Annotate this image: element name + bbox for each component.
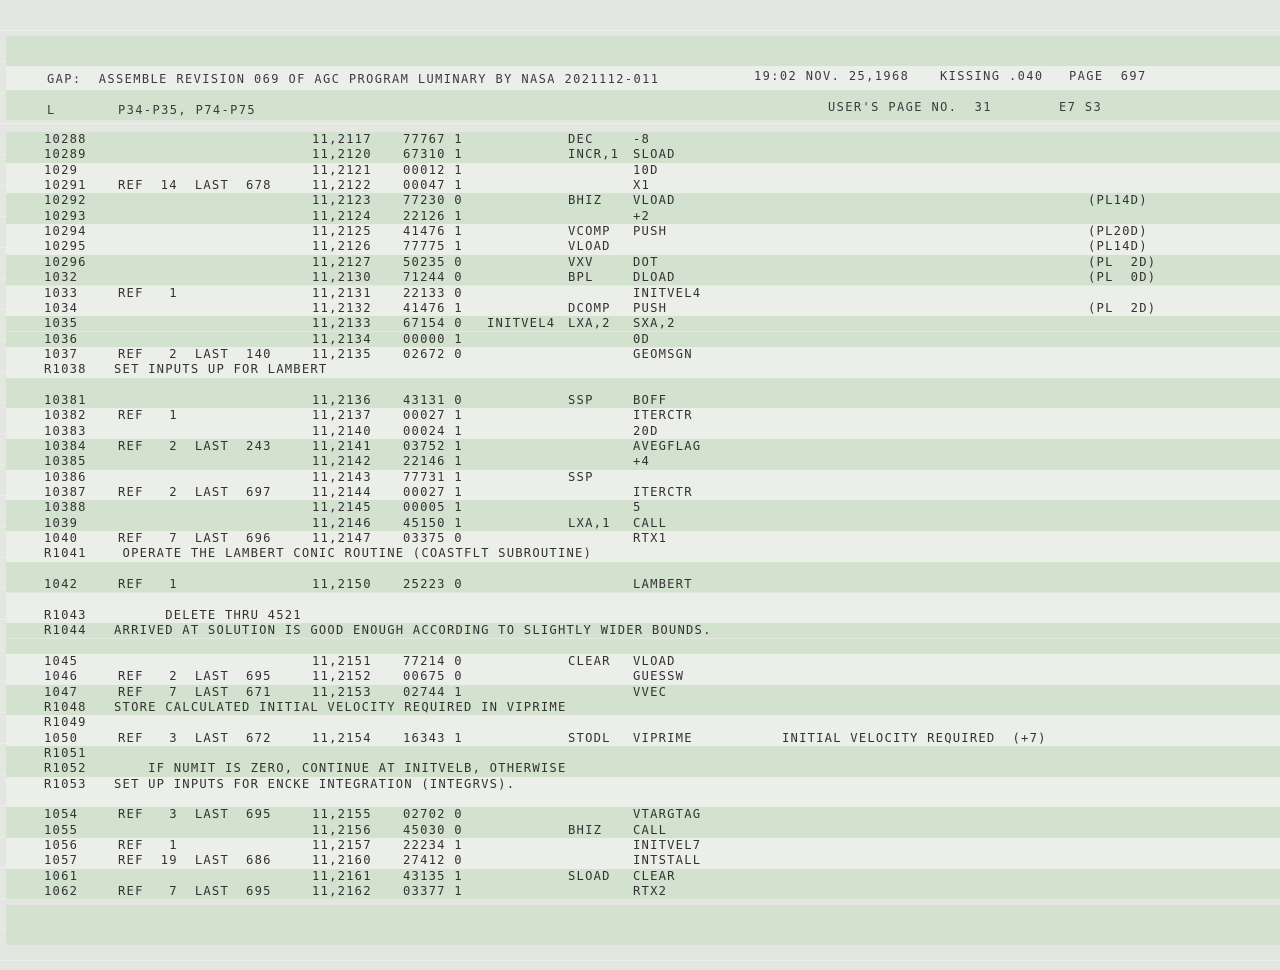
address: 11,2155 [312, 807, 372, 822]
operand: 10D [633, 162, 659, 177]
line-number: 1062 [44, 884, 79, 899]
address: 11,2136 [312, 392, 372, 407]
listing-row [0, 286, 1280, 301]
octal-code: 77731 1 [403, 469, 463, 484]
line-number: 1042 [44, 577, 79, 592]
listing-row [0, 270, 1280, 285]
address: 11,2123 [312, 193, 372, 208]
line-number: 10387 [44, 485, 87, 500]
line-number: 1034 [44, 300, 79, 315]
operand: VTARGTAG [633, 807, 702, 822]
ref-column: REF 7 LAST 696 [118, 531, 272, 546]
line-number: 10384 [44, 439, 87, 453]
address: 11,2151 [312, 653, 372, 668]
ref-column: REF 19 LAST 686 [118, 853, 272, 868]
remark: STORE CALCULATED INITIAL VELOCITY REQUIRED IN VIPRIME [114, 699, 567, 714]
listing-row [0, 393, 1280, 408]
listing-row [0, 792, 1280, 807]
listing-row [0, 224, 1280, 239]
octal-code: 00027 1 [403, 408, 463, 423]
operand: RTX1 [633, 531, 668, 546]
header-band [6, 36, 1280, 66]
operand: VLOAD [633, 193, 676, 208]
operand: RTX2 [633, 884, 668, 899]
remark: ARRIVED AT SOLUTION IS GOOD ENOUGH ACCORDING TO SLIGHTLY WIDER BOUNDS. [114, 623, 712, 638]
line-number: 1045 [44, 653, 79, 668]
comment: (PL20D) [1088, 224, 1148, 239]
opcode: SLOAD [568, 868, 611, 883]
operand: LAMBERT [633, 577, 693, 592]
octal-code: 50235 0 [403, 254, 463, 269]
line-number: 1033 [44, 285, 79, 300]
line-number: 10381 [44, 392, 87, 407]
listing-row [0, 347, 1280, 362]
operand: GEOMSGN [633, 346, 693, 361]
octal-code: 00027 1 [403, 485, 463, 500]
operand: 0D [633, 331, 651, 346]
listing-row [0, 454, 1280, 469]
octal-code: 27412 0 [403, 853, 463, 868]
opcode: BHIZ [568, 822, 603, 837]
listing-row [0, 731, 1280, 746]
line-number: R1041 [44, 546, 87, 561]
line-number: 10386 [44, 469, 87, 484]
line-number: 10289 [44, 147, 87, 162]
line-number: 1047 [44, 684, 79, 699]
page-number: PAGE 697 [1069, 69, 1147, 83]
listing-row [0, 316, 1280, 331]
address: 11,2140 [312, 423, 372, 438]
listing-row [0, 178, 1280, 193]
listing-row [0, 193, 1280, 208]
address: 11,2161 [312, 868, 372, 883]
operand: -8 [633, 132, 651, 146]
octal-code: 00024 1 [403, 423, 463, 438]
address: 11,2126 [312, 239, 372, 254]
line-number: 1039 [44, 515, 79, 530]
listing-row [0, 838, 1280, 853]
octal-code: 45030 0 [403, 822, 463, 837]
operand: VIPRIME [633, 730, 693, 745]
line-number: 10382 [44, 408, 87, 423]
opcode: LXA,2 [568, 316, 611, 331]
address: 11,2143 [312, 469, 372, 484]
operand: AVEGFLAG [633, 439, 702, 453]
listing-row [0, 654, 1280, 669]
listing-row [0, 500, 1280, 515]
operand: X1 [633, 178, 651, 193]
operand: +2 [633, 208, 651, 223]
address: 11,2117 [312, 132, 372, 146]
address: 11,2120 [312, 147, 372, 162]
operand: SLOAD [633, 147, 676, 162]
operand: VVEC [633, 684, 668, 699]
octal-code: 00005 1 [403, 500, 463, 515]
users-page-number: USER'S PAGE NO. 31 [828, 100, 992, 114]
address: 11,2153 [312, 684, 372, 699]
ref-column: REF 7 LAST 695 [118, 884, 272, 899]
line-number: 1046 [44, 669, 79, 684]
octal-code: 41476 1 [403, 224, 463, 239]
address: 11,2134 [312, 331, 372, 346]
listing-row [0, 485, 1280, 500]
opcode: VLOAD [568, 239, 611, 254]
line-number: 10296 [44, 254, 87, 269]
listing-row [0, 516, 1280, 531]
listing-row [0, 132, 1280, 147]
opcode: VCOMP [568, 224, 611, 239]
line-number: R1052 [44, 761, 87, 776]
octal-code: 41476 1 [403, 300, 463, 315]
opcode: SSP [568, 392, 594, 407]
line-number: 1055 [44, 822, 79, 837]
line-number: 10292 [44, 193, 87, 208]
line-number: 1054 [44, 807, 79, 822]
listing-row [0, 669, 1280, 684]
listing-row [0, 623, 1280, 638]
octal-code: 77775 1 [403, 239, 463, 254]
listing-row [0, 255, 1280, 270]
comment: INITIAL VELOCITY REQUIRED (+7) [782, 730, 1047, 745]
line-number: 1032 [44, 270, 79, 285]
listing-row [0, 531, 1280, 546]
address: 11,2125 [312, 224, 372, 239]
line-number: R1053 [44, 776, 87, 791]
listing-row [0, 470, 1280, 485]
comment: (PL 0D) [1088, 270, 1157, 285]
timestamp: 19:02 NOV. 25,1968 [754, 69, 910, 83]
opcode: BPL [568, 270, 594, 285]
ref-column: REF 1 [118, 838, 178, 853]
address: 11,2141 [312, 439, 372, 453]
line-number: 10288 [44, 132, 87, 146]
listing-row [0, 593, 1280, 608]
line-number: 1040 [44, 531, 79, 546]
line-number: 10294 [44, 224, 87, 239]
octal-code: 43131 0 [403, 392, 463, 407]
operand: +4 [633, 454, 651, 469]
operand: DLOAD [633, 270, 676, 285]
address: 11,2147 [312, 531, 372, 546]
line-number: R1043 [44, 607, 87, 622]
listing-row [0, 562, 1280, 577]
operand: PUSH [633, 300, 668, 315]
operand: BOFF [633, 392, 668, 407]
footer-band [6, 905, 1280, 945]
listing-row [0, 700, 1280, 715]
address: 11,2133 [312, 316, 372, 331]
l-marker: L [47, 103, 56, 117]
line-number: 1057 [44, 853, 79, 868]
ref-column: REF 2 LAST 695 [118, 669, 272, 684]
address: 11,2157 [312, 838, 372, 853]
address: 11,2142 [312, 454, 372, 469]
ref-column: REF 1 [118, 577, 178, 592]
octal-code: 22234 1 [403, 838, 463, 853]
line-number: 10385 [44, 454, 87, 469]
comment: (PL14D) [1088, 193, 1148, 208]
octal-code: 67154 0 [403, 316, 463, 331]
ref-column: REF 7 LAST 671 [118, 684, 272, 699]
octal-code: 03752 1 [403, 439, 463, 453]
listing-row [0, 424, 1280, 439]
listing-row [0, 301, 1280, 316]
octal-code: 22133 0 [403, 285, 463, 300]
operand: INITVEL7 [633, 838, 702, 853]
ref-column: REF 3 LAST 695 [118, 807, 272, 822]
ref-column: REF 1 [118, 285, 178, 300]
ref-column: REF 3 LAST 672 [118, 730, 272, 745]
label: INITVEL4 [487, 316, 556, 331]
remark: SET INPUTS UP FOR LAMBERT [114, 362, 328, 377]
listing-row [0, 608, 1280, 623]
e7s3-label: E7 S3 [1059, 100, 1103, 114]
remark: DELETE THRU 4521 [114, 607, 302, 622]
opcode: INCR,1 [568, 147, 620, 162]
operand: ITERCTR [633, 485, 693, 500]
operand: SXA,2 [633, 316, 676, 331]
operand: CLEAR [633, 868, 676, 883]
opcode: BHIZ [568, 193, 603, 208]
address: 11,2135 [312, 346, 372, 361]
octal-code: 00000 1 [403, 331, 463, 346]
opcode: CLEAR [568, 653, 611, 668]
address: 11,2132 [312, 300, 372, 315]
listing-row [0, 853, 1280, 868]
operand: PUSH [633, 224, 668, 239]
octal-code: 25223 0 [403, 577, 463, 592]
operand: 5 [633, 500, 642, 515]
line-number: 1035 [44, 316, 79, 331]
remark: IF NUMIT IS ZERO, CONTINUE AT INITVELB, OTHERWISE [114, 761, 567, 776]
listing-row [0, 715, 1280, 730]
address: 11,2127 [312, 254, 372, 269]
section-title: P34-P35, P74-P75 [118, 103, 256, 117]
octal-code: 77230 0 [403, 193, 463, 208]
listing-row [0, 577, 1280, 592]
listing-row [0, 685, 1280, 700]
ref-column: REF 1 [118, 408, 178, 423]
octal-code: 22146 1 [403, 454, 463, 469]
octal-code: 03375 0 [403, 531, 463, 546]
listing-row [0, 823, 1280, 838]
octal-code: 71244 0 [403, 270, 463, 285]
octal-code: 16343 1 [403, 730, 463, 745]
octal-code: 00675 0 [403, 669, 463, 684]
address: 11,2162 [312, 884, 372, 899]
line-number: 10388 [44, 500, 87, 515]
comment: (PL 2D) [1088, 300, 1157, 315]
opcode: DCOMP [568, 300, 611, 315]
address: 11,2160 [312, 853, 372, 868]
listing-row [0, 332, 1280, 347]
listing-row [0, 239, 1280, 254]
line-number: 1050 [44, 730, 79, 745]
listing-row [0, 884, 1280, 899]
ref-column: REF 14 LAST 678 [118, 178, 272, 193]
listing-row [0, 163, 1280, 178]
address: 11,2156 [312, 822, 372, 837]
address: 11,2130 [312, 270, 372, 285]
line-number: 1036 [44, 331, 79, 346]
octal-code: 43135 1 [403, 868, 463, 883]
octal-code: 67310 1 [403, 147, 463, 162]
assembly-title: GAP: ASSEMBLE REVISION 069 OF AGC PROGRAM LUMINARY BY NASA 2021112-011 [47, 72, 660, 86]
operand: VLOAD [633, 653, 676, 668]
line-number: R1049 [44, 715, 87, 730]
listing-row [0, 746, 1280, 761]
octal-code: 00012 1 [403, 162, 463, 177]
opcode: DEC [568, 132, 594, 146]
listing-row [0, 147, 1280, 162]
operand: CALL [633, 515, 668, 530]
opcode: STODL [568, 730, 611, 745]
line-number: 1056 [44, 838, 79, 853]
operand: 20D [633, 423, 659, 438]
operand: INITVEL4 [633, 285, 702, 300]
address: 11,2121 [312, 162, 372, 177]
line-number: R1044 [44, 623, 87, 638]
remark: OPERATE THE LAMBERT CONIC ROUTINE (COASTFLT SUBROUTINE) [114, 546, 593, 561]
octal-code: 77767 1 [403, 132, 463, 146]
address: 11,2124 [312, 208, 372, 223]
line-number: R1051 [44, 746, 87, 760]
operand: ITERCTR [633, 408, 693, 423]
listing-row [0, 209, 1280, 224]
listing-row [0, 546, 1280, 561]
listing-row [0, 362, 1280, 377]
line-number: 1037 [44, 346, 79, 361]
address: 11,2152 [312, 669, 372, 684]
octal-code: 45150 1 [403, 515, 463, 530]
address: 11,2154 [312, 730, 372, 745]
opcode: VXV [568, 254, 594, 269]
operand: DOT [633, 254, 659, 269]
operand: CALL [633, 822, 668, 837]
octal-code: 00047 1 [403, 178, 463, 193]
address: 11,2146 [312, 515, 372, 530]
listing-row [0, 869, 1280, 884]
address: 11,2137 [312, 408, 372, 423]
address: 11,2150 [312, 577, 372, 592]
line-number: 10295 [44, 239, 87, 254]
ref-column: REF 2 LAST 140 [118, 346, 272, 361]
comment: (PL 2D) [1088, 254, 1157, 269]
listing-row [0, 777, 1280, 792]
opcode: SSP [568, 469, 594, 484]
line-number: 10291 [44, 178, 87, 193]
opcode: LXA,1 [568, 515, 611, 530]
address: 11,2145 [312, 500, 372, 515]
octal-code: 02744 1 [403, 684, 463, 699]
operand: GUESSW [633, 669, 685, 684]
line-number: 1029 [44, 162, 79, 177]
listing-row [0, 439, 1280, 454]
line-number: 1061 [44, 868, 79, 883]
address: 11,2144 [312, 485, 372, 500]
line-number: 10293 [44, 208, 87, 223]
remark: SET UP INPUTS FOR ENCKE INTEGRATION (INTEGRVS). [114, 776, 516, 791]
octal-code: 77214 0 [403, 653, 463, 668]
address: 11,2122 [312, 178, 372, 193]
address: 11,2131 [312, 285, 372, 300]
comment: (PL14D) [1088, 239, 1148, 254]
octal-code: 02672 0 [403, 346, 463, 361]
line-number: 10383 [44, 423, 87, 438]
kissing-label: KISSING .040 [940, 69, 1044, 83]
operand: INTSTALL [633, 853, 702, 868]
listing-row [0, 807, 1280, 822]
listing-row [0, 761, 1280, 776]
octal-code: 22126 1 [403, 208, 463, 223]
ref-column: REF 2 LAST 243 [118, 439, 272, 453]
line-number: R1048 [44, 699, 87, 714]
listing-row [0, 378, 1280, 393]
octal-code: 03377 1 [403, 884, 463, 899]
listing-row [0, 639, 1280, 654]
octal-code: 02702 0 [403, 807, 463, 822]
listing-row [0, 408, 1280, 423]
ref-column: REF 2 LAST 697 [118, 485, 272, 500]
line-number: R1038 [44, 362, 87, 377]
